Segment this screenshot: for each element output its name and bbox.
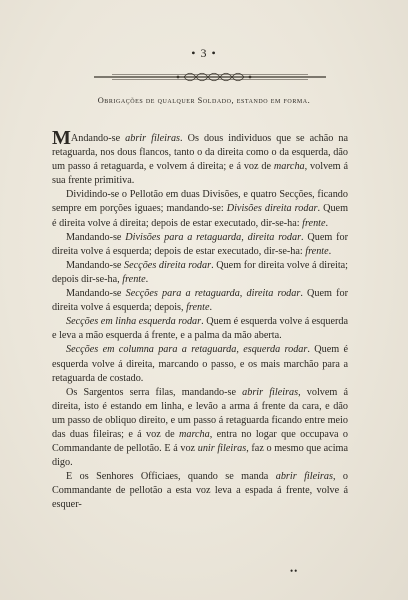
drop-cap: M bbox=[52, 127, 71, 149]
italic-command: frente bbox=[305, 245, 329, 257]
paragraph bbox=[52, 386, 348, 471]
ornamental-rule bbox=[94, 72, 326, 82]
italic-command: abrir fileiras bbox=[125, 133, 181, 144]
italic-command: Secções direita rodar bbox=[124, 259, 212, 271]
italic-command: Secções em linha esquerda rodar bbox=[66, 316, 202, 328]
text-run: Andando-se bbox=[70, 133, 126, 144]
text-run: Os Sargentos serra filas, mandando-se bbox=[66, 386, 243, 398]
text-run: Mandando-se bbox=[66, 288, 126, 300]
italic-command: Divisões direita rodar bbox=[226, 203, 318, 215]
paragraph bbox=[52, 343, 348, 385]
text-run: Mandando-se bbox=[66, 259, 125, 271]
italic-command: Divisões para a retaguarda, direita rodar bbox=[125, 231, 302, 243]
italic-command: unir fileiras bbox=[197, 443, 247, 455]
text-run: . bbox=[145, 273, 149, 285]
italic-command: frente bbox=[186, 302, 210, 314]
paragraph bbox=[52, 127, 348, 188]
text-run: . Quem é esquerda volve á esquerda e leva a mão esquerda á frente, e a palma da mão aberta. bbox=[52, 316, 348, 342]
italic-command: frente bbox=[122, 273, 146, 285]
text-run: , faz o mesmo que acima digo. bbox=[52, 443, 348, 469]
text-run: . bbox=[328, 245, 332, 257]
paragraph bbox=[52, 315, 348, 343]
italic-command: abrir fileiras bbox=[275, 471, 333, 483]
text-run: , entra no logar que occupava o Commandante de pellotão. E á voz bbox=[52, 428, 348, 455]
text-run: . bbox=[325, 217, 329, 229]
signature-mark: •• bbox=[290, 566, 299, 576]
text-run: . Quem é direita volve á direita; depois de estar executado, dir-se-ha: bbox=[52, 203, 348, 229]
text-run: . Quem é esquerda volve á direita, marcando o passo, e os mais marchão para a retaguarda de costado. bbox=[52, 344, 349, 384]
text-run: . Quem for direita volve á esquerda; depois de estar executado, dir-se-ha: bbox=[52, 231, 349, 257]
italic-command: Secções em columna para a retaguarda, esquerda rodar bbox=[66, 344, 308, 356]
paragraph bbox=[52, 470, 348, 512]
paragraph bbox=[52, 188, 348, 230]
text-run: Mandando-se bbox=[66, 231, 126, 243]
paragraph bbox=[52, 259, 348, 287]
paragraph bbox=[52, 287, 348, 315]
body-text bbox=[52, 127, 349, 513]
text-run: , volvem á direita, isto é estando em linha, e levão a arma á frente da cara, e dão um passo de obliquo direito, e um passo á retaguarda ficando entre meio das duas fileiras; e á voz de bbox=[52, 386, 348, 440]
paragraph bbox=[52, 231, 348, 259]
italic-command: Secções para a retaguarda, direita rodar bbox=[125, 288, 301, 300]
italic-command: marcha bbox=[273, 161, 305, 173]
text-run: , o Commandante de pellotão a esta voz leva a espada á frente, volve á esquer- bbox=[52, 471, 348, 511]
section-heading: Obrigações de qualquer Soldado, estando em forma. bbox=[97, 96, 311, 105]
italic-command: marcha bbox=[179, 428, 210, 440]
text-run: . Quem for direita volve á direita; depois dir-se-ha, bbox=[52, 259, 348, 285]
italic-command: abrir fileiras bbox=[242, 386, 299, 398]
italic-command: frente bbox=[302, 217, 326, 229]
text-run: , volvem á sua frente primitiva. bbox=[52, 161, 348, 187]
text-run: E os Senhores Officiaes, quando se manda bbox=[66, 471, 276, 483]
text-run: . Quem for direita volve á esquerda; depois, bbox=[52, 288, 348, 314]
text-run: . Os dous individuos que se achão na retaguarda, nos dous flancos, tanto o da direita como o da esquerda, dão um passo á retaguarda, e volvem á direita; e á voz de bbox=[52, 133, 348, 173]
page-number: • 3 • bbox=[191, 46, 217, 60]
text-run: Dividindo-se o Pellotão em duas Divisões, e quatro Secções, ficando sempre em porções iguaes; mandando-se: bbox=[52, 189, 348, 215]
text-run: . bbox=[209, 302, 213, 314]
